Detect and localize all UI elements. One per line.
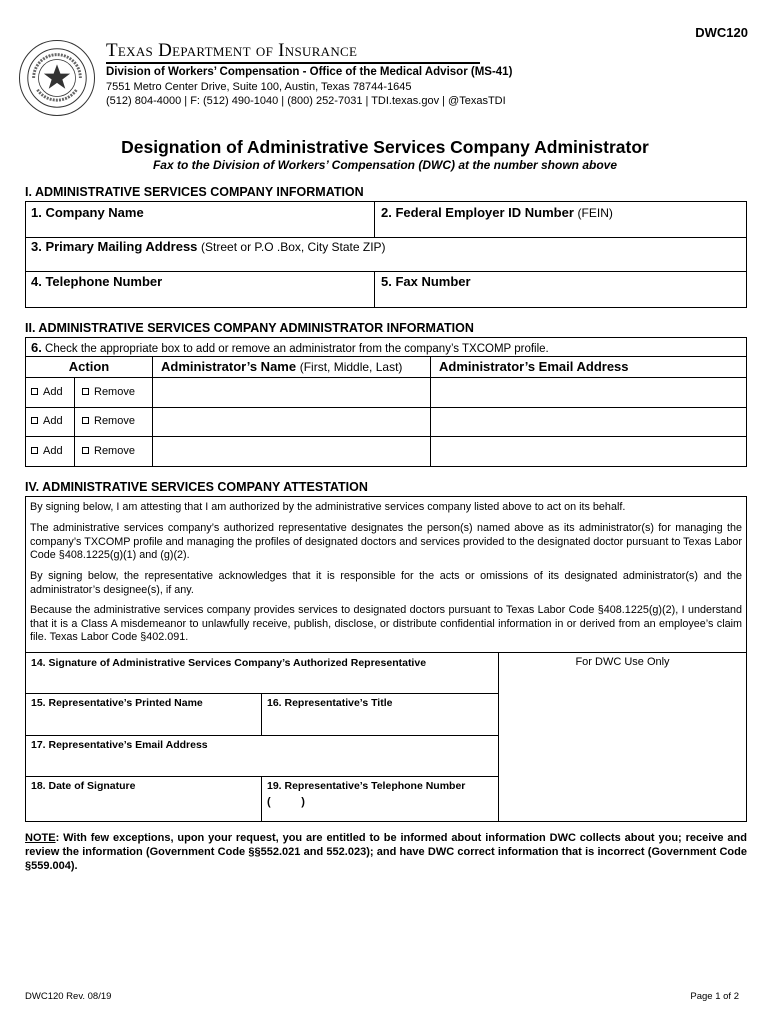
- form-title: Designation of Administrative Services Company Administrator: [121, 137, 649, 157]
- tdi-seal-icon: [19, 40, 95, 116]
- remove-checkbox-row-3[interactable]: Remove: [82, 445, 135, 457]
- page-number: Page 1 of 2: [690, 991, 739, 1002]
- remove-checkbox-row-1[interactable]: Remove: [82, 386, 135, 398]
- agency-name: Texas Department of Insurance: [106, 40, 358, 61]
- section-1-heading: I. ADMINISTRATIVE SERVICES COMPANY INFORMATION: [25, 185, 364, 199]
- divider: [74, 378, 75, 466]
- divider: [261, 693, 262, 735]
- admin-name-input-row-3[interactable]: [153, 437, 430, 466]
- agency-contact: (512) 804-4000 | F: (512) 490-1040 | (800) 252-7031 | TDI.texas.gov | @TexasTDI: [106, 95, 506, 107]
- signature-date-field[interactable]: 18. Date of Signature: [31, 780, 136, 792]
- telephone-field[interactable]: 4. Telephone Number: [31, 274, 163, 289]
- privacy-note: NOTE: With few exceptions, upon your request, you are entitled to be informed about information DWC collects about you; receive and review the information (Government Code §§552.021 and 552.023); and have DWC correct information that is incorrect (Government Code §559.004).: [25, 832, 747, 872]
- col-action-header: Action: [68, 359, 110, 374]
- divider: [26, 735, 498, 736]
- attestation-paragraph-1: By signing below, I am attesting that I am authorized by the administrative services company listed above to act on its behalf.: [30, 501, 626, 513]
- admin-email-input-row-2[interactable]: [431, 408, 746, 436]
- add-checkbox-row-1[interactable]: Add: [31, 386, 63, 398]
- revision-label: DWC120 Rev. 08/19: [25, 991, 112, 1002]
- divider: [26, 356, 746, 357]
- admin-name-input-row-2[interactable]: [153, 408, 430, 436]
- phone-area-code: ( ): [267, 796, 305, 808]
- divider: [26, 693, 498, 694]
- administrator-instruction: 6. Check the appropriate box to add or remove an administrator from the company’s TXCOMP profile.: [31, 340, 549, 355]
- divider: [261, 776, 262, 821]
- rep-title-field[interactable]: 16. Representative’s Title: [267, 697, 393, 709]
- header-rule: [106, 62, 480, 64]
- admin-email-input-row-3[interactable]: [431, 437, 746, 466]
- company-name-field[interactable]: 1. Company Name: [31, 205, 144, 220]
- agency-address: 7551 Metro Center Drive, Suite 100, Austin, Texas 78744-1645: [106, 81, 412, 93]
- form-id: DWC120: [695, 25, 748, 40]
- attestation-paragraph-4: Because the administrative services company provides services to designated doctors pursuant to Texas Labor Code §408.1225(g)(2), I understand that it is a Class A misdemeanor to unlawfully receive, publish, disclose, or distribute confidential information in or derived from an employee’s claim file. Texas Labor Code §402.091.: [30, 604, 742, 643]
- divider: [374, 202, 375, 237]
- admin-name-input-row-1[interactable]: [153, 378, 430, 407]
- divider: [498, 652, 499, 821]
- remove-checkbox-row-2[interactable]: Remove: [82, 415, 135, 427]
- divider: [26, 776, 498, 777]
- divider: [26, 271, 746, 272]
- attestation-paragraph-3: By signing below, the representative acknowledges that it is responsible for the acts or omissions of its designated administrator(s) and the administrator’s designee(s), if any.: [30, 570, 742, 596]
- form-subtitle: Fax to the Division of Workers’ Compensation (DWC) at the number shown above: [152, 158, 618, 172]
- add-checkbox-row-3[interactable]: Add: [31, 445, 63, 457]
- mailing-address-field[interactable]: 3. Primary Mailing Address (Street or P.O .Box, City State ZIP): [31, 239, 386, 254]
- signature-field[interactable]: 14. Signature of Administrative Services Company’s Authorized Representative: [31, 657, 427, 669]
- add-checkbox-row-2[interactable]: Add: [31, 415, 63, 427]
- section-2-heading: II. ADMINISTRATIVE SERVICES COMPANY ADMINISTRATOR INFORMATION: [25, 321, 474, 335]
- rep-email-field[interactable]: 17. Representative’s Email Address: [31, 739, 208, 751]
- rep-phone-field[interactable]: 19. Representative’s Telephone Number: [267, 780, 466, 792]
- col-name-header: Administrator’s Name (First, Middle, Last): [161, 359, 403, 374]
- fax-field[interactable]: 5. Fax Number: [381, 274, 471, 289]
- divider: [26, 237, 746, 238]
- printed-name-field[interactable]: 15. Representative’s Printed Name: [31, 697, 203, 709]
- col-email-header: Administrator’s Email Address: [439, 359, 629, 374]
- divider: [374, 271, 375, 307]
- dwc-use-only-label: For DWC Use Only: [575, 656, 670, 668]
- admin-email-input-row-1[interactable]: [431, 378, 746, 407]
- attestation-paragraph-2: The administrative services company’s authorized representative designates the person(s) named above as its administrator(s) for managing the company’s TXCOMP profile and managing the profiles of designated doctors and services provided to the designated doctor pursuant to Texas Labor Code §408.1225(g)(1) and (g)(2).: [30, 522, 742, 561]
- divider: [26, 652, 746, 653]
- section-4-heading: IV. ADMINISTRATIVE SERVICES COMPANY ATTESTATION: [25, 480, 368, 494]
- fein-field[interactable]: 2. Federal Employer ID Number (FEIN): [381, 205, 613, 220]
- division-name: Division of Workers’ Compensation - Office of the Medical Advisor (MS-41): [106, 66, 513, 78]
